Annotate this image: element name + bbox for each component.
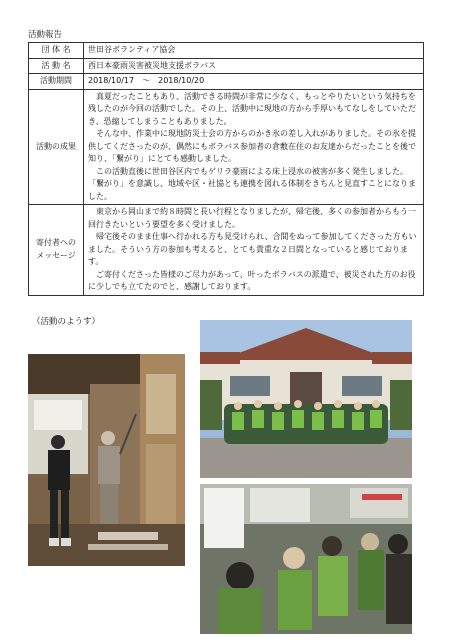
group-photo-image: [200, 320, 412, 478]
cleanup-photo-image: [28, 354, 185, 566]
bus-photo-image: [200, 484, 412, 634]
row-message: [29, 205, 424, 296]
message-paragraph: 帰宅後そのまま仕事へ行かれる方も見受けられ、合間をぬって参加してくださった方もいました。そういう方の参加も考えると、とても貴重な２日間となっていると感じております。: [88, 232, 417, 266]
result-paragraph: 真夏だったこともあり、活動できる時間が非常に少なく、もっとやりたいという気持ちを残したのが今回の活動でした。その上、活動中に現地の方から手厚いもてなしをしていただき、恐縮してしまうこともありました。: [88, 91, 416, 126]
message-paragraph: 東京から岡山まで約８時間と長い行程となりましたが、帰宅後、多くの参加者からもう一回行きたいという要望を多く受けました。: [88, 207, 416, 229]
result-paragraph: この活動直後に世田谷区内でもゲリラ豪雨による床上浸水の被害が多く発生しました。「繋がり」を意識し、地域や区・社協とも連携を図れる体制をきちんと見直すことになりました。: [88, 166, 416, 201]
result-paragraph: そんな中、作業中に現地防災士会の方からのかき氷の差し入れがありました。その氷を提供してくださったのが、偶然にもボラバス参加者の倉敷在住のお友達からだったことを後で知り、「繋がり」にとても感動しました。: [88, 129, 416, 163]
message-paragraph: ご寄付くださった皆様のご尽力があって、叶ったボラバスの派遣で、被災された方のお役に少しでも立てたのでと、感謝しております。: [88, 269, 416, 291]
row-group: [29, 43, 424, 59]
photos-heading: （活動のようす）: [32, 317, 101, 327]
row-result: [29, 89, 424, 205]
cleanup-photo: [28, 354, 185, 566]
period-label: 活動期間: [29, 74, 84, 90]
report-table: [28, 42, 424, 296]
bus-photo: [200, 484, 412, 634]
group-label: 団 体 名: [29, 43, 84, 59]
result-label: 活動の成果: [29, 89, 84, 205]
group-photo: [200, 320, 412, 478]
row-activity: [29, 58, 424, 74]
activity-label: 活 動 名: [29, 58, 84, 74]
group-value: 世田谷ボランティア協会: [84, 43, 424, 59]
activity-value: 西日本豪雨災害被災地支援ボラバス: [84, 58, 424, 74]
period-value: 2018/10/17 ～ 2018/10/20: [84, 74, 424, 90]
result-text: [84, 89, 424, 205]
message-label: 寄付者への メッセージ: [29, 205, 84, 296]
page-heading: 活動報告: [28, 30, 63, 40]
message-text: [84, 205, 424, 296]
row-period: [29, 74, 424, 90]
